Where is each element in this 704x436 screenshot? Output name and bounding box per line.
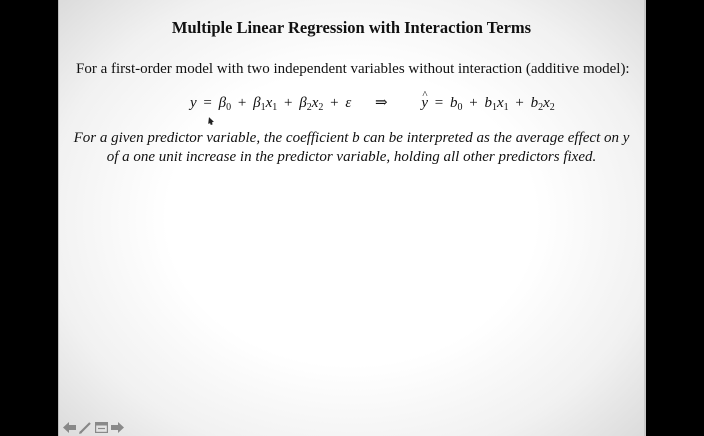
next-slide-button[interactable] xyxy=(110,420,124,434)
eq-x1-sub: 1 xyxy=(272,102,278,113)
eq-b0-sub: 0 xyxy=(457,102,463,113)
eq-equals: = xyxy=(203,95,212,111)
eq-b2-sub: 2 xyxy=(538,102,544,113)
eq-equals: = xyxy=(434,95,444,111)
eq-x1-sub: 1 xyxy=(503,102,509,113)
eq-x2: x xyxy=(311,95,319,111)
arrow-right-icon xyxy=(111,422,124,433)
interpretation-line-2: of a one unit increase in the predictor variable, holding all other predictors fixed. xyxy=(106,149,597,165)
eq-plus: + xyxy=(284,95,293,111)
fitted-model-equation xyxy=(421,95,554,112)
arrow-left-icon xyxy=(63,422,76,433)
mouse-cursor-icon xyxy=(206,116,214,124)
eq-y-hat: ^ y xyxy=(421,95,428,112)
eq-x1: x xyxy=(265,95,273,111)
eq-b1-sub: 1 xyxy=(491,102,497,113)
eq-plus: + xyxy=(330,95,339,111)
eq-y: y xyxy=(190,95,197,111)
interpretation-line-1: For a given predictor variable, the coefficient b can be interpreted as the average effect on y xyxy=(73,130,630,146)
eq-epsilon: ε xyxy=(345,95,352,111)
slide[interactable] xyxy=(58,0,646,436)
population-model-equation xyxy=(190,95,351,112)
pencil-icon xyxy=(79,421,92,434)
eq-beta0: β xyxy=(218,95,227,111)
eq-x2-sub: 2 xyxy=(549,102,555,113)
eq-beta2: β xyxy=(299,95,307,111)
slide-menu-button[interactable] xyxy=(94,420,108,434)
eq-plus: + xyxy=(237,95,247,111)
eq-plus: + xyxy=(469,95,478,111)
eq-beta1: β xyxy=(253,95,261,111)
eq-x2-sub: 2 xyxy=(318,102,324,113)
previous-slide-button[interactable] xyxy=(62,420,76,434)
eq-b2: b xyxy=(530,95,539,111)
eq-beta2-sub: 2 xyxy=(306,102,312,113)
eq-beta1-sub: 1 xyxy=(260,102,266,113)
pen-tool-button[interactable] xyxy=(78,420,92,434)
eq-plus: + xyxy=(515,95,524,111)
intro-text: For a first-order model with two independent variables without interaction (additive model): xyxy=(76,61,630,77)
slide-menu-icon xyxy=(95,422,108,433)
interpretation-text xyxy=(59,129,644,167)
eq-beta0-sub: 0 xyxy=(226,102,232,113)
slide-title: Multiple Linear Regression with Interaction Terms xyxy=(171,18,532,37)
implies-arrow-icon: ⇒ xyxy=(375,95,388,111)
eq-x1: x xyxy=(496,95,504,111)
slideshow-toolbar xyxy=(62,420,124,434)
eq-b0: b xyxy=(449,95,458,111)
equation-row xyxy=(190,93,555,112)
eq-x2: x xyxy=(543,95,550,111)
eq-b1: b xyxy=(484,95,492,111)
